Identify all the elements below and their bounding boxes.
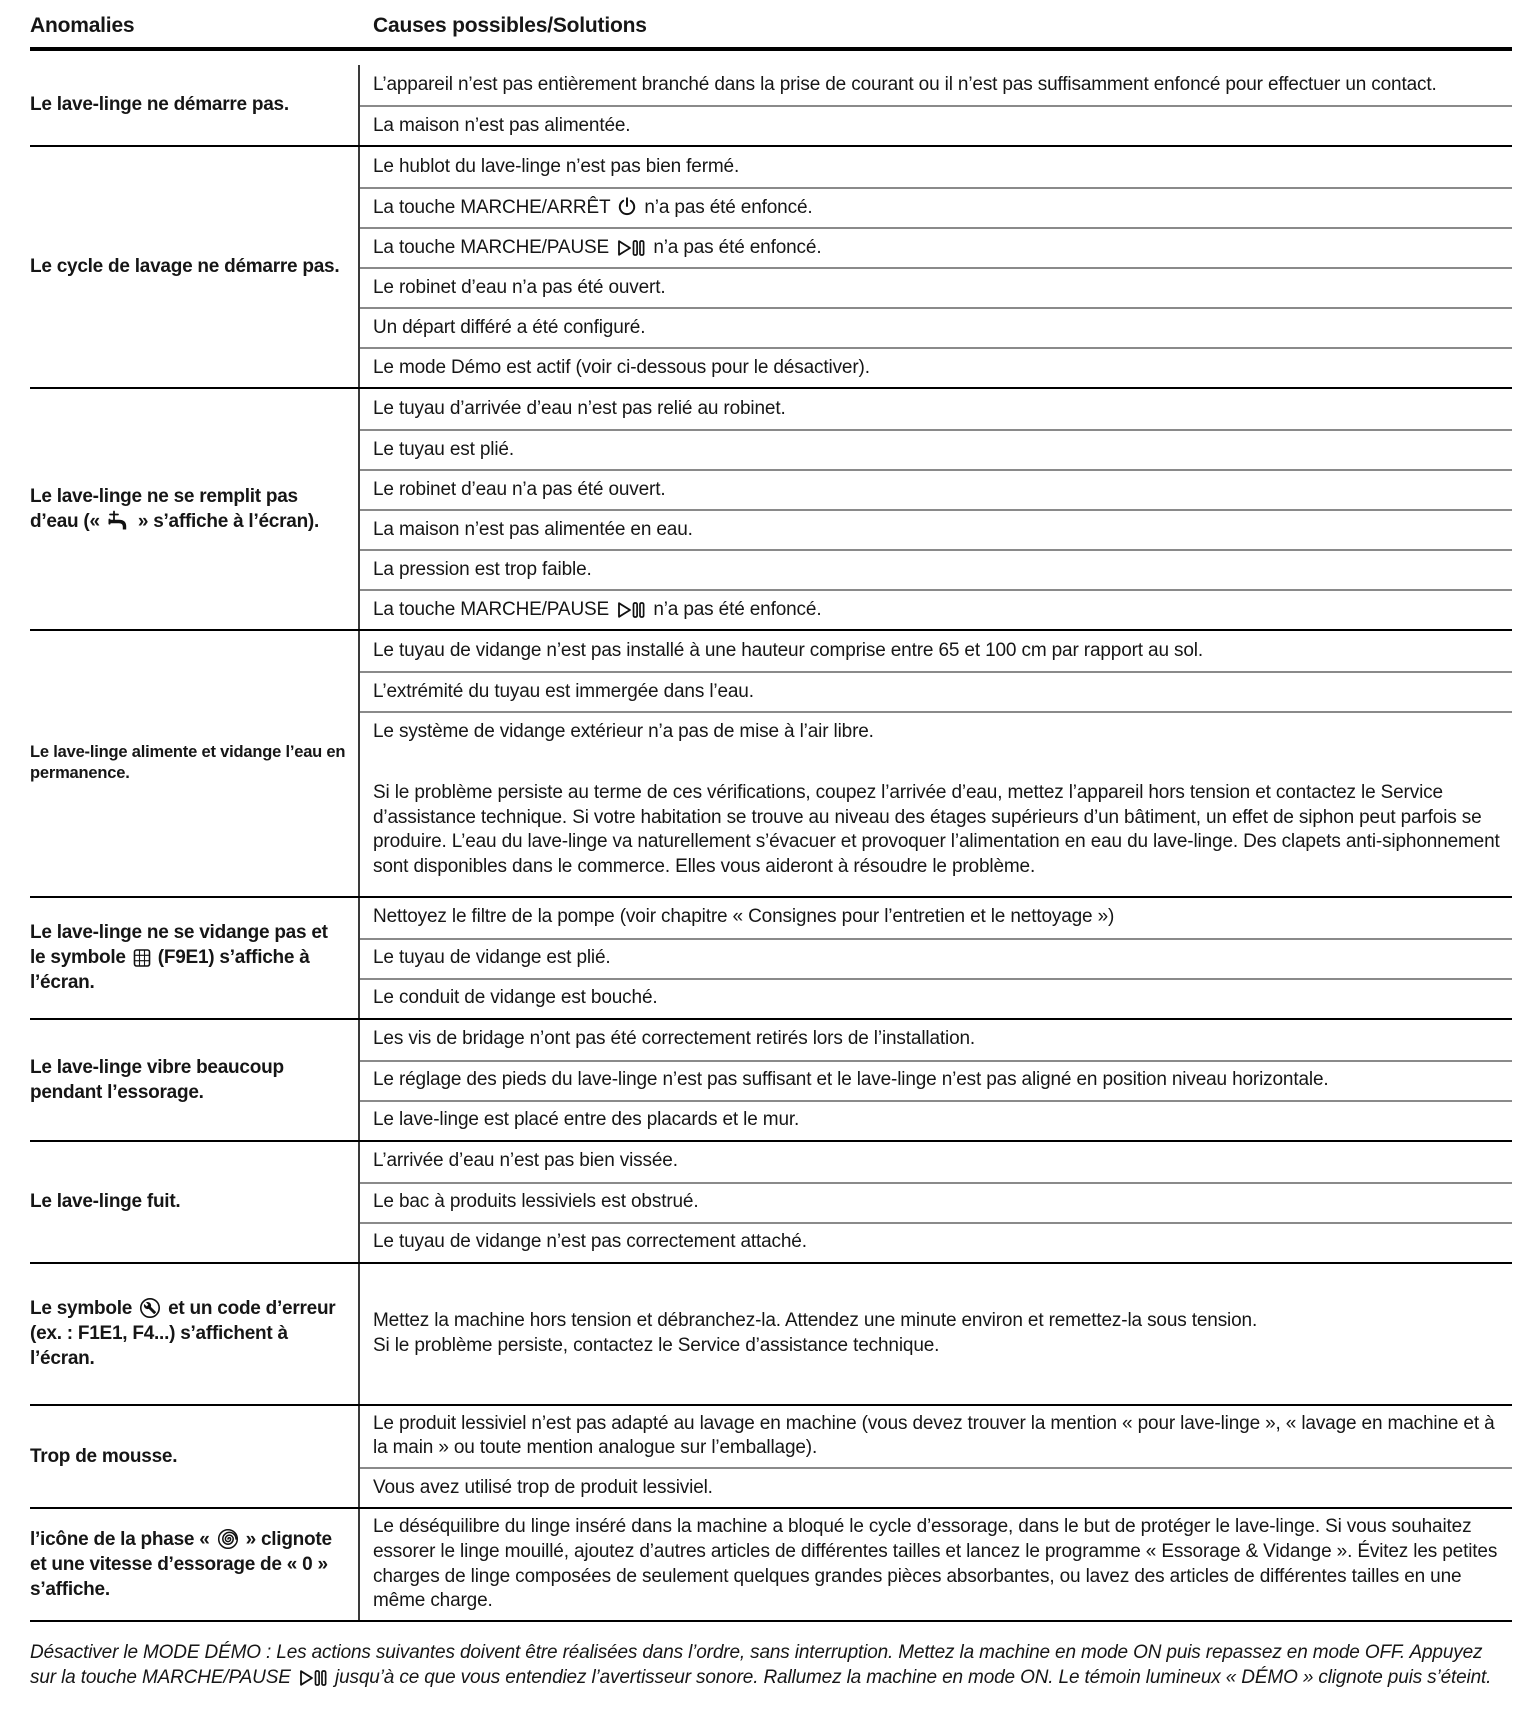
table-section [30,387,1512,629]
causes-cell [360,1264,1512,1404]
power-icon [617,196,637,218]
cause-row [360,429,1512,469]
cause-row [360,1060,1512,1100]
anomaly-label [30,1444,177,1469]
anomaly-cell [30,1406,360,1507]
text-segment: La touche MARCHE/ARRÊT [373,196,616,218]
text-segment: L’arrivée d’eau n’est pas bien vissée. [373,1150,678,1172]
cause-row [360,631,1512,671]
cause-row [360,711,1512,751]
text-segment: Le lave-linge ne se vidange pas et le symbole [30,922,328,969]
play-pause-icon [616,238,646,258]
cause-row [360,1222,1512,1262]
text-segment: Si le problème persiste, contactez le Service d’assistance technique. [373,1334,940,1356]
cause-text [373,1476,713,1501]
text-segment: Le lave-linge alimente et vidange l’eau en permanence. [30,742,346,783]
cause-row [360,1142,1512,1182]
anomaly-cell [30,1142,360,1262]
text-segment: Nettoyez le filtre de la pompe (voir chapitre « Consignes pour l’entretien et le nettoyage ») [373,906,1115,928]
table-section [30,629,1512,896]
cause-text [373,1412,1506,1461]
text-segment: La touche MARCHE/PAUSE [373,598,615,620]
cause-text [373,518,693,543]
cause-row [360,671,1512,711]
text-segment: Le déséquilibre du linge inséré dans la machine a bloqué le cycle d’essorage, dans le but de protéger le lave-linge. Si vous souhaitez essorer le linge mouillé, ajoutez d’autres articles de différentes tailles et lancez le programme « Essorage & Vidange ». Évitez les petites charges de linge composées de seulement quelques grandes pièces absorbantes, ou lavez des articles de différentes tailles en une même charge. [373,1516,1498,1612]
cause-text [373,598,821,623]
cause-text [373,196,813,221]
text-segment: Le hublot du lave-linge n’est pas bien fermé. [373,155,740,177]
cause-row [360,227,1512,267]
cause-text [373,720,874,745]
cause-text [373,276,665,301]
text-segment: La touche MARCHE/PAUSE [373,236,615,258]
cause-row [360,267,1512,307]
service-wrench-icon [139,1297,161,1319]
text-segment: n’a pas été enfoncé. [648,598,822,620]
cause-row [360,1467,1512,1507]
text-segment: Le robinet d’eau n’a pas été ouvert. [373,478,666,500]
cause-row [360,307,1512,347]
cause-text [373,1108,799,1133]
cause-text [373,114,630,139]
cause-row [360,1406,1512,1467]
text-segment: n’a pas été enfoncé. [639,196,813,218]
table-section [30,145,1512,387]
cause-text [373,1190,698,1215]
anomaly-label [30,920,346,995]
cause-row [360,898,1512,938]
troubleshooting-table-body [30,65,1512,1622]
text-segment: Le lave-linge vibre beaucoup pendant l’essorage. [30,1056,284,1103]
anomaly-label [30,1527,346,1602]
text-segment: n’a pas été enfoncé. [648,236,822,258]
text-segment: L’extrémité du tuyau est immergée dans l’eau. [373,680,754,702]
cause-text [373,558,592,583]
cause-row [360,187,1512,227]
causes-cell [360,631,1512,896]
cause-text [373,986,658,1011]
text-segment: Le lave-linge ne démarre pas. [30,94,289,116]
cause-text [373,1309,1257,1358]
causes-cell [360,1406,1512,1507]
column-header-anomalies: Anomalies [30,14,135,37]
anomaly-label [30,1189,180,1214]
play-pause-icon [616,600,646,620]
text-segment: Le tuyau d’arrivée d’eau n’est pas relié au robinet. [373,397,786,419]
cause-text [373,639,1203,664]
text-segment: La maison n’est pas alimentée. [373,114,631,136]
cause-row [360,938,1512,978]
anomaly-label [30,1055,346,1105]
text-segment: Le tuyau de vidange n’est pas installé à une hauteur comprise entre 65 et 100 cm par rapport au sol. [373,639,1203,661]
table-section [30,896,1512,1018]
cause-row [360,549,1512,589]
cause-text [373,478,665,503]
cause-row [360,751,1512,896]
table-header [30,10,1512,51]
text-segment: jusqu’à ce que vous entendiez l’avertisseur sonore. Rallumez la machine en mode ON. Le témoin lumineux « DÉMO » clignote puis s’éteint. [329,1667,1492,1689]
cause-text [373,356,870,381]
text-segment: Le robinet d’eau n’a pas été ouvert. [373,276,666,298]
cause-text [373,680,754,705]
column-header-causes: Causes possibles/Solutions [373,14,647,37]
causes-cell [360,65,1512,145]
text-segment: Vous avez utilisé trop de produit lessiviel. [373,1476,713,1498]
cause-text [373,1515,1506,1614]
causes-cell [360,1509,1512,1620]
table-section [30,1140,1512,1262]
text-segment: Un départ différé a été configuré. [373,316,646,338]
text-segment: Le bac à produits lessiviels est obstrué. [373,1191,699,1213]
cause-text [373,73,1437,98]
text-segment: (F9E1) s’affiche à l’écran. [30,947,310,994]
cause-row [360,347,1512,387]
text-segment: Le tuyau est plié. [373,438,514,460]
cause-text [373,1149,678,1174]
cause-text [373,1068,1329,1093]
anomaly-cell [30,898,360,1018]
filter-grid-icon [133,948,151,968]
cause-row [360,1182,1512,1222]
cause-text [373,905,1114,930]
cause-text [373,397,786,422]
cause-row [360,105,1512,145]
text-segment: Le système de vidange extérieur n’a pas de mise à l’air libre. [373,720,874,742]
text-segment: L’appareil n’est pas entièrement branché dans la prise de courant ou il n’est pas suffisamment enfoncé pour effectuer un contact. [373,73,1437,95]
cause-row [360,589,1512,629]
anomaly-cell [30,389,360,629]
cause-row [360,65,1512,105]
causes-cell [360,1142,1512,1262]
demo-mode-note [30,1640,1512,1691]
table-section [30,1507,1512,1620]
cause-text [373,155,739,180]
text-segment: Le lave-linge est placé entre des placards et le mur. [373,1109,800,1131]
text-segment: Le réglage des pieds du lave-linge n’est pas suffisant et le lave-linge n’est pas aligné en position niveau horizontale. [373,1069,1329,1091]
cause-text [373,1230,807,1255]
text-segment: Trop de mousse. [30,1445,178,1467]
anomaly-cell [30,147,360,387]
cause-row [360,147,1512,187]
text-segment: et un code d’erreur (ex. : F1E1, F4...) s’affichent à l’écran. [30,1298,336,1370]
cause-row [360,509,1512,549]
table-section [30,1018,1512,1140]
table-section [30,65,1512,145]
anomaly-cell [30,1509,360,1620]
anomaly-label [30,254,339,279]
text-segment: Si le problème persiste au terme de ces vérifications, coupez l’arrivée d’eau, mettez l’appareil hors tension et contactez le Service d’assistance technique. Si votre habitation se trouve au niveau des étages supérieurs d’un bâtiment, un effet de siphon peut parfois se produire. L’eau du lave-linge va naturellement s’évacuer et provoquer l’alimentation en eau du lave-linge. Des clapets anti-siphonnement sont disponibles dans le commerce. Elles vous aideront à résoudre le problème. [373,782,1500,878]
cause-row [360,469,1512,509]
cause-row [360,389,1512,429]
table-section [30,1262,1512,1404]
cause-row [360,1264,1512,1404]
text-segment: Le mode Démo est actif (voir ci-dessous pour le désactiver). [373,356,870,378]
cause-row [360,1509,1512,1620]
text-segment: » clignote et une vitesse d’essorage de « 0 » s’affiche. [30,1528,332,1601]
anomaly-cell [30,1020,360,1140]
text-segment: Les vis de bridage n’ont pas été correctement retirés lors de l’installation. [373,1028,976,1050]
cause-row [360,978,1512,1018]
tap-icon [107,510,131,532]
anomaly-label [30,742,346,786]
cause-text [373,316,645,341]
causes-cell [360,147,1512,387]
text-segment: Le lave-linge fuit. [30,1191,181,1213]
text-segment: Désactiver le MODE DÉMO : Les actions suivantes doivent être réalisées dans l’ordre, sans interruption. Mettez la machine en mode ON puis repassez en mode OFF. Appuyez sur la touche MARCHE/PAUSE [30,1641,1483,1689]
text-segment: Le tuyau de vidange n’est pas correctement attaché. [373,1231,807,1253]
text-segment: Mettez la machine hors tension et débranchez-la. Attendez une minute environ et remettez-la sous tension. [373,1310,1258,1332]
play-pause-icon [298,1668,328,1688]
causes-cell [360,1020,1512,1140]
cause-text [373,946,611,971]
anomaly-label [30,484,346,534]
cause-text [373,236,821,261]
anomaly-label [30,1296,346,1371]
text-segment: La pression est trop faible. [373,558,592,580]
text-segment: » s’affiche à l’écran). [132,511,320,532]
text-segment: Le tuyau de vidange est plié. [373,947,611,969]
text-segment: Le symbole [30,1298,138,1320]
text-segment: Le conduit de vidange est bouché. [373,987,658,1009]
anomaly-cell [30,631,360,896]
text-segment: La maison n’est pas alimentée en eau. [373,518,693,540]
text-segment: Le cycle de lavage ne démarre pas. [30,256,340,278]
causes-cell [360,389,1512,629]
anomaly-cell [30,65,360,145]
cause-row [360,1020,1512,1060]
text-segment: Le produit lessiviel n’est pas adapté au lavage en machine (vous devez trouver la mention « pour lave-linge », « lavage en machine et à la main » ou toute mention analogue sur l’emballage). [373,1412,1495,1459]
anomaly-label [30,92,289,117]
troubleshooting-page [30,10,1512,1691]
causes-cell [360,898,1512,1018]
anomaly-cell [30,1264,360,1404]
cause-text [373,781,1506,880]
table-section [30,1404,1512,1507]
cause-text [373,438,514,463]
spin-phase-icon [217,1528,239,1550]
cause-row [360,1100,1512,1140]
text-segment: Le lave-linge ne se remplit pas d’eau (« [30,485,298,532]
text-segment: l’icône de la phase « [30,1528,215,1550]
cause-text [373,1027,975,1052]
